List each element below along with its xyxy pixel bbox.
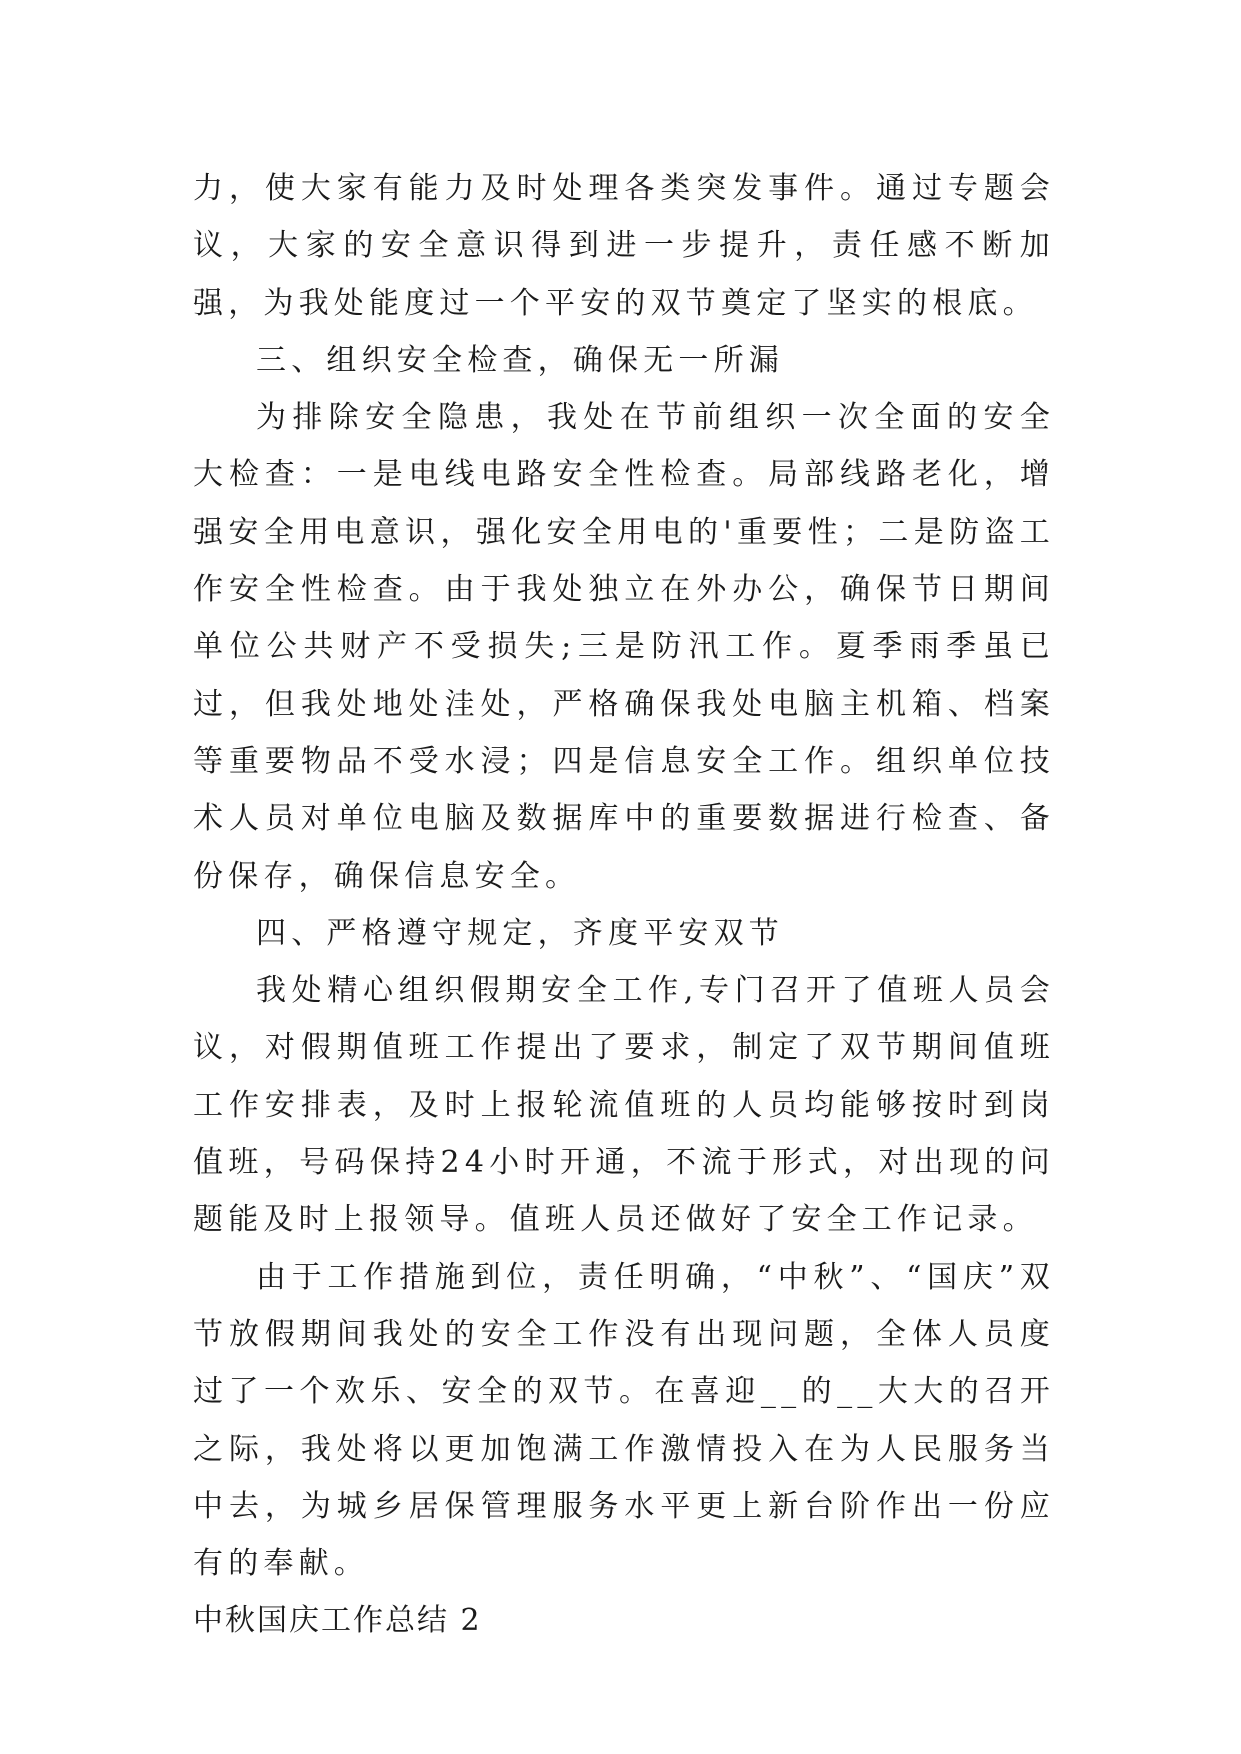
paragraph-duty-arrangement: 我处精心组织假期安全工作,专门召开了值班人员会议，对假期值班工作提出了要求，制定了双节期间值班工作安排表，及时上报轮流值班的人员均能够按时到岗值班，号码保持24小时开通，不流于形式，对出现的问题能及时上报领导。值班人员还做好了安全工作记录。 bbox=[193, 973, 1055, 1238]
document-body bbox=[193, 160, 1055, 1650]
section-heading-3: 三、组织安全检查，确保无一所漏 bbox=[256, 342, 784, 378]
paragraph-continued: 力，使大家有能力及时处理各类突发事件。通过专题会议，大家的安全意识得到进一步提升，责任感不断加强，为我处能度过一个平安的双节奠定了坚实的根底。 bbox=[193, 171, 1055, 321]
paragraph-conclusion: 由于工作措施到位，责任明确，“中秋”、“国庆”双节放假期间我处的安全工作没有出现问题，全体人员度过了一个欢乐、安全的双节。在喜迎__的__大大的召开之际，我处将以更加饱满工作激情投入在为人民服务当中去，为城乡居保管理服务水平更上新台阶作出一份应有的奉献。 bbox=[193, 1259, 1055, 1582]
next-document-title: 中秋国庆工作总结 2 bbox=[193, 1603, 482, 1639]
section-heading-4: 四、严格遵守规定，齐度平安双节 bbox=[256, 915, 784, 951]
paragraph-safety-inspection: 为排除安全隐患，我处在节前组织一次全面的安全大检查：一是电线电路安全性检查。局部线路老化，增强安全用电意识，强化安全用电的'重要性；二是防盗工作安全性检查。由于我处独立在外办公，确保节日期间单位公共财产不受损失;三是防汛工作。夏季雨季虽已过，但我处地处洼处，严格确保我处电脑主机箱、档案等重要物品不受水浸；四是信息安全工作。组织单位技术人员对单位电脑及数据库中的重要数据进行检查、备份保存，确保信息安全。 bbox=[193, 400, 1055, 894]
